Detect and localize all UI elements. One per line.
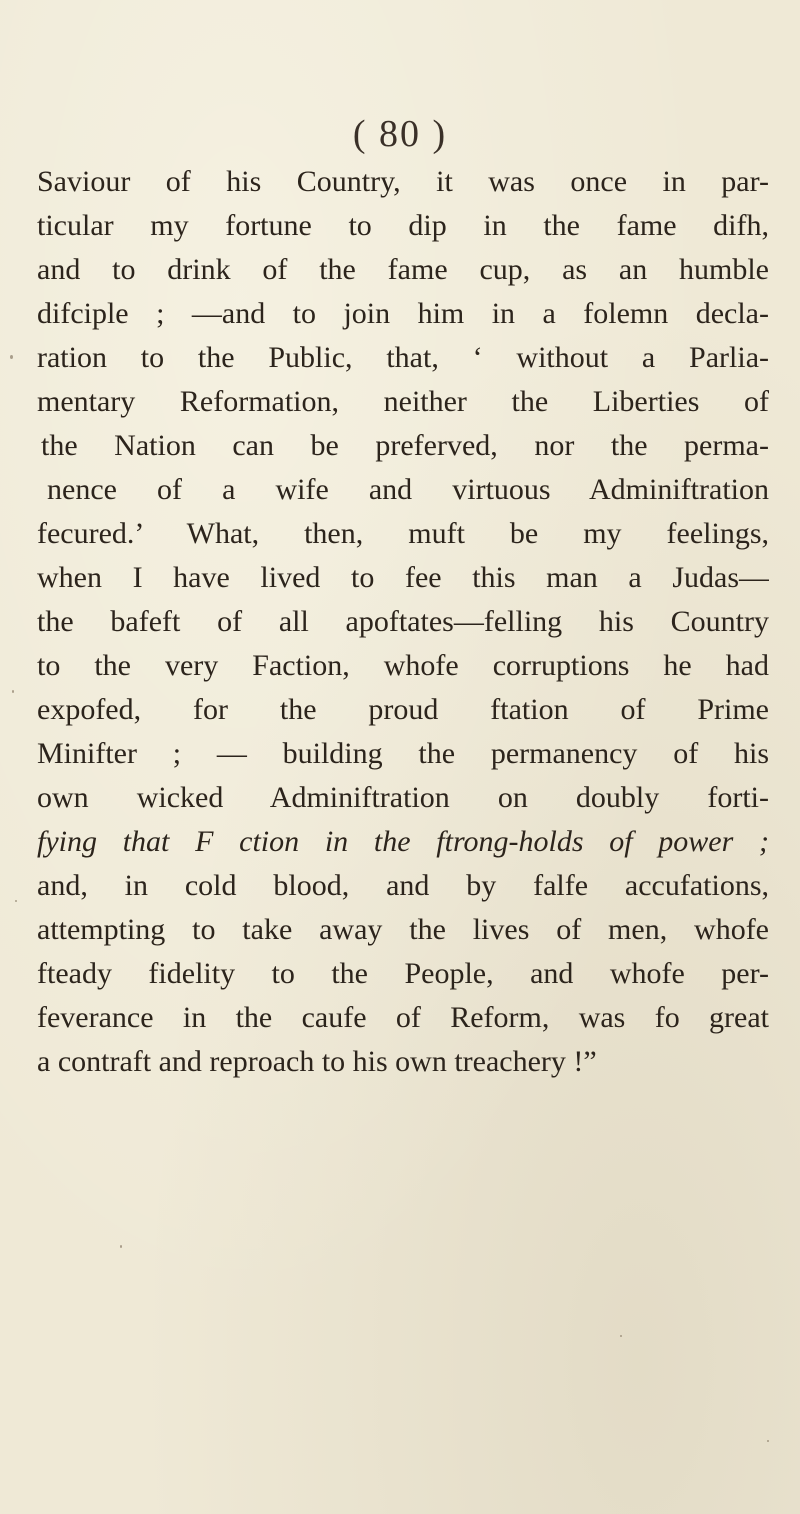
page-number: ( 80 ) [352,113,448,155]
text-line: when I have lived to fee this man a Judas— [37,561,769,594]
text-line: the bafeft of all apoftates—felling his Country [37,605,769,638]
text-line: and to drink of the fame cup, as an humble [37,253,769,286]
speck [620,1335,622,1337]
text-line: fteady fidelity to the People, and whofe per- [37,957,769,990]
text-line: nence of a wife and virtuous Adminiftration [47,473,769,506]
text-line: to the very Faction, whofe corruptions he had [37,649,769,682]
text-line: attempting to take away the lives of men, whofe [37,913,769,946]
text-line: mentary Reformation, neither the Liberties of [37,385,769,418]
text-line: ticular my fortune to dip in the fame difh, [37,209,769,242]
speck [120,1245,122,1248]
text-line: Saviour of his Country, it was once in par- [37,165,769,198]
text-line: a contraft and reproach to his own treachery !” [37,1045,597,1078]
speck [767,1440,769,1442]
text-line: expofed, for the proud ftation of Prime [37,693,769,726]
text-line: fying that F ction in the ftrong-holds of power ; [37,825,769,858]
text-line: the Nation can be preferved, nor the perma- [41,429,769,462]
text-line: own wicked Adminiftration on doubly forti- [37,781,769,814]
speck [15,900,17,902]
text-line: feverance in the caufe of Reform, was fo great [37,1001,769,1034]
speck [12,690,14,693]
text-line: ration to the Public, that, ‘ without a Parlia- [37,341,769,374]
text-line: fecured.’ What, then, muft be my feelings, [37,517,769,550]
text-line: Minifter ; — building the permanency of his [37,737,769,770]
text-line: difciple ; —and to join him in a folemn decla- [37,297,769,330]
body-text [37,160,769,1084]
text-line: and, in cold blood, and by falfe accufations, [37,869,769,902]
speck [10,355,13,359]
